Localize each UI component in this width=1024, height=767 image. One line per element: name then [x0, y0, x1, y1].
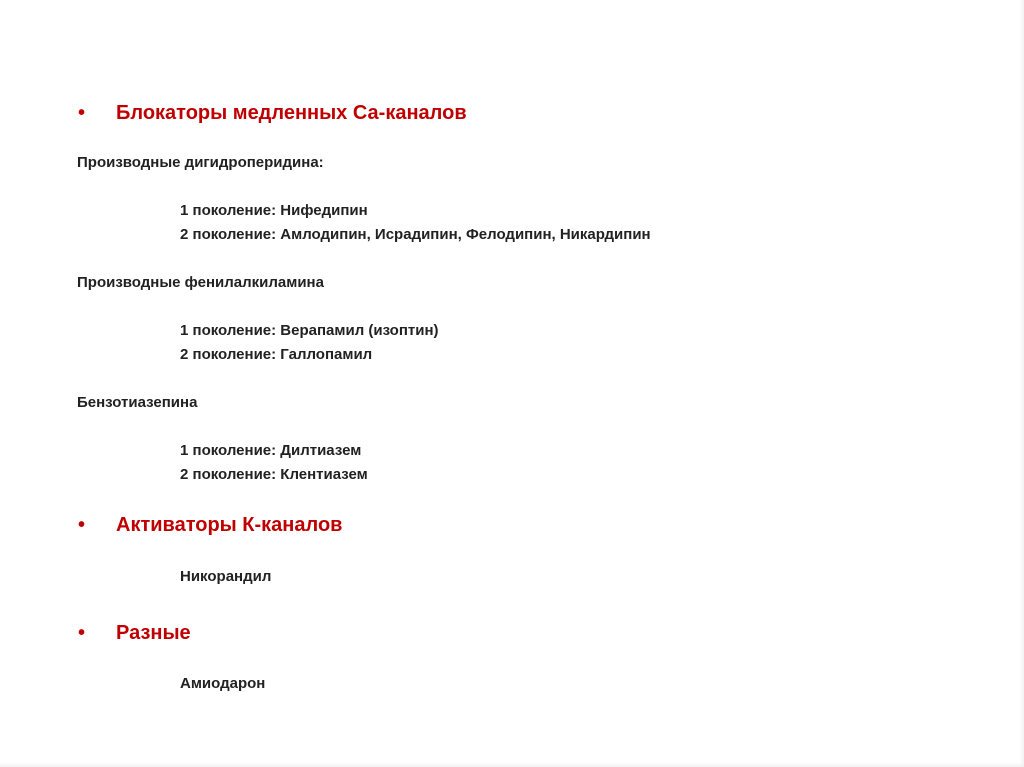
- bullet-marker: •: [78, 622, 86, 644]
- bullet-marker: •: [78, 514, 86, 536]
- list-item: 1 поколение: Дилтиазем: [180, 442, 362, 459]
- bullet-marker: •: [78, 102, 86, 124]
- list-item: Амиодарон: [180, 675, 266, 692]
- list-item: 1 поколение: Нифедипин: [180, 202, 368, 219]
- list-item: 2 поколение: Клентиазем: [180, 466, 368, 483]
- group-title-benzothiazepine: Бензотиазепина: [77, 394, 198, 411]
- section-heading-k-activators: Активаторы К-каналов: [116, 514, 343, 536]
- section-heading-ca-blockers: Блокаторы медленных Са-каналов: [116, 102, 467, 124]
- list-item: Никорандил: [180, 568, 272, 585]
- list-item: 2 поколение: Галлопамил: [180, 346, 373, 363]
- list-item: 1 поколение: Верапамил (изоптин): [180, 322, 439, 339]
- group-title-phenylalkylamine: Производные фенилалкиламина: [77, 274, 324, 291]
- section-heading-misc: Разные: [116, 622, 191, 644]
- group-title-dihydropyridine: Производные дигидроперидина:: [77, 154, 324, 171]
- list-item: 2 поколение: Амлодипин, Исрадипин, Фелодипин, Никардипин: [180, 226, 651, 243]
